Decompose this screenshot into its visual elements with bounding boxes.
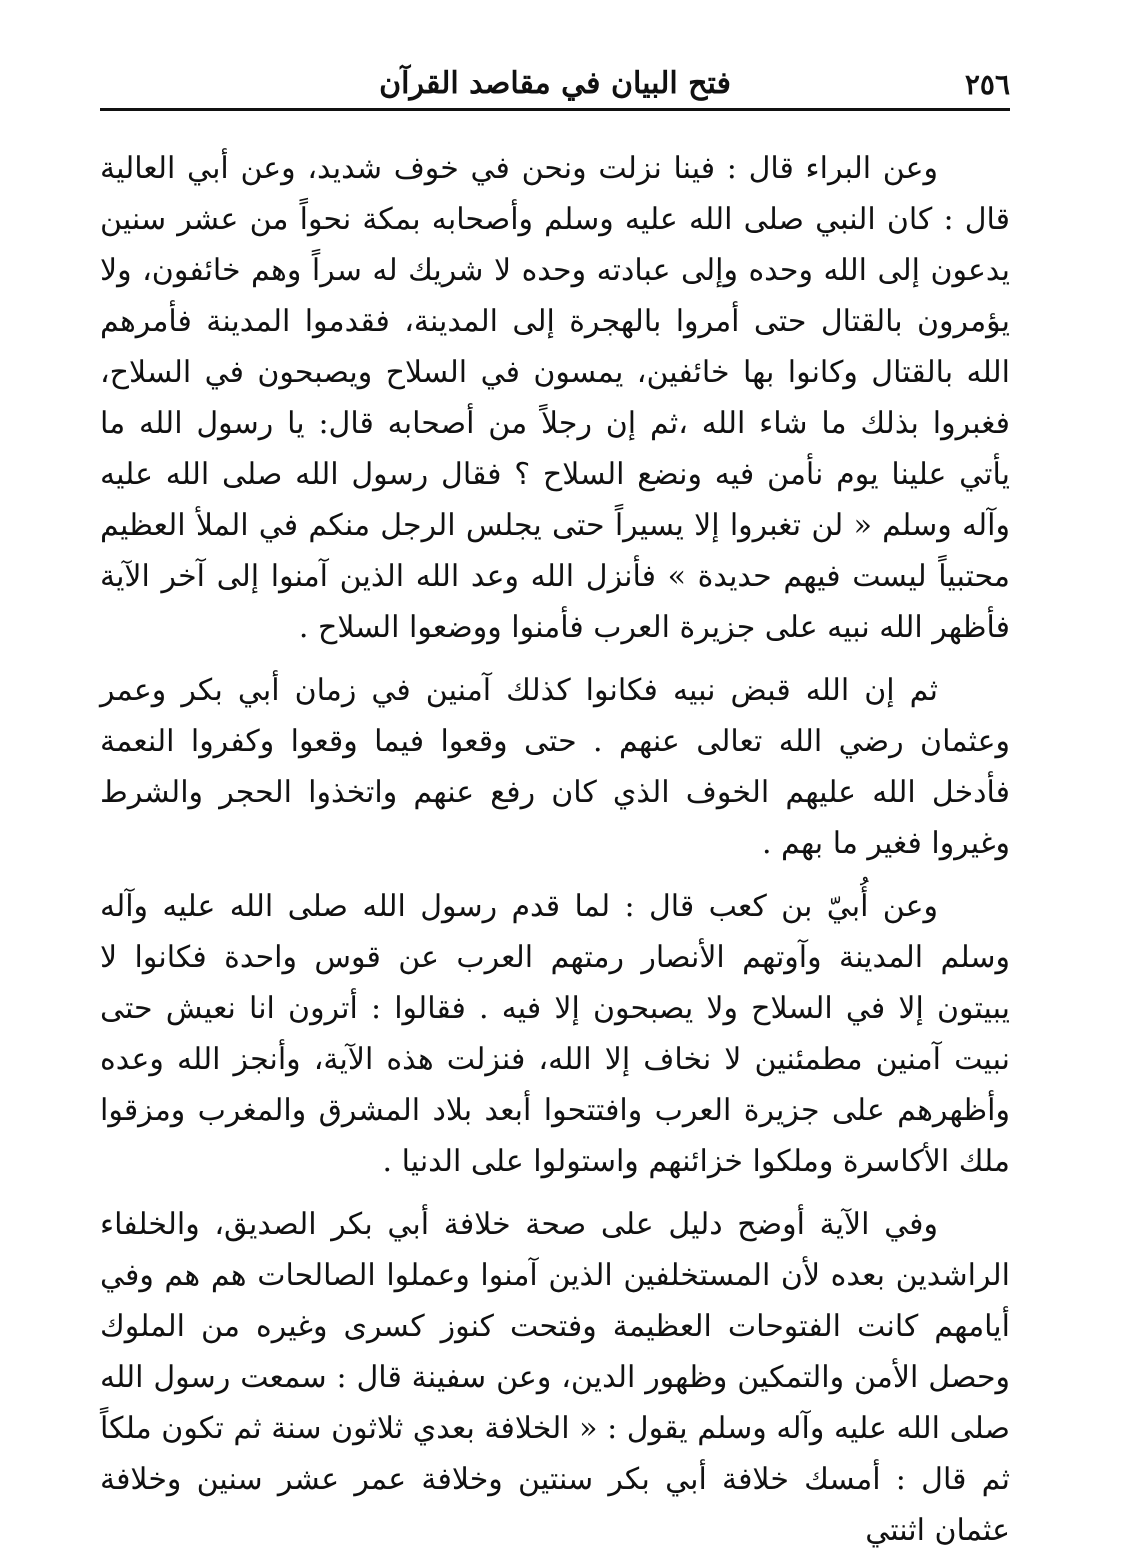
paragraph-1: وعن البراء قال : فينا نزلت ونحن في خوف شديد، وعن أبي العالية قال : كان النبي صلى الله عليه وسلم وأصحابه بمكة نحواً من عشر سنين يدعون إلى الله وحده وإلى عبادته وحده لا شريك له سراً وهم خائفون، ولا يؤمرون بالقتال حتى أمروا بالهجرة إلى المدينة، فقدموا المدينة فأمرهم الله بالقتال وكانوا بها خائفين، يمسون في السلاح ويصبحون في السلاح، فغبروا بذلك ما شاء الله ،ثم إن رجلاً من أصحابه قال: يا رسول الله ما يأتي علينا يوم نأمن فيه ونضع السلاح ؟ فقال رسول الله صلى الله عليه وآله وسلم « لن تغبروا إلا يسيراً حتى يجلس الرجل منكم في الملأ العظيم محتبياً ليست فيهم حديدة » فأنزل الله وعد الله الذين آمنوا إلى آخر الآية فأظهر الله نبيه على جزيرة العرب فأمنوا ووضعوا السلاح . <box>100 151 1011 645</box>
header-rule <box>100 108 1010 111</box>
body-text <box>100 143 1010 1556</box>
paragraph-4: وفي الآية أوضح دليل على صحة خلافة أبي بكر الصديق، والخلفاء الراشدين بعده لأن المستخلفين الذين آمنوا وعملوا الصالحات هم هم وفي أيامهم كانت الفتوحات العظيمة وفتحت كنوز كسرى وغيره من الملوك وحصل الأمن والتمكين وظهور الدين، وعن سفينة قال : سمعت رسول الله صلى الله عليه وآله وسلم يقول : « الخلافة بعدي ثلاثون سنة ثم تكون ملكاً ثم قال : أمسك خلافة أبي بكر سنتين وخلافة عمر عشر سنين وخلافة عثمان اثنتي <box>100 1207 1010 1548</box>
paragraph-3: وعن أُبيّ بن كعب قال : لما قدم رسول الله صلى الله عليه وآله وسلم المدينة وآوتهم الأنصار رمتهم العرب عن قوس واحدة فكانوا لا يبيتون إلا في السلاح ولا يصبحون إلا فيه . فقالوا : أترون انا نعيش حتى نبيت آمنين مطمئنين لا نخاف إلا الله، فنزلت هذه الآية، وأنجز الله وعده وأظهرهم على جزيرة العرب وافتتحوا أبعد بلاد المشرق والمغرب ومزقوا ملك الأكاسرة وملكوا خزائنهم واستولوا على الدنيا . <box>100 889 1010 1179</box>
paragraph-2: ثم إن الله قبض نبيه فكانوا كذلك آمنين في زمان أبي بكر وعمر وعثمان رضي الله تعالى عنهم . حتى وقعوا فيما وقعوا وكفروا النعمة فأدخل الله عليهم الخوف الذي كان رفع عنهم واتخذوا الحجر والشرط وغيروا فغير ما بهم . <box>100 673 1010 861</box>
page-number: ٢٥٦ <box>964 68 1010 101</box>
page-header <box>100 60 1010 110</box>
running-title: فتح البيان في مقاصد القرآن <box>379 66 731 101</box>
